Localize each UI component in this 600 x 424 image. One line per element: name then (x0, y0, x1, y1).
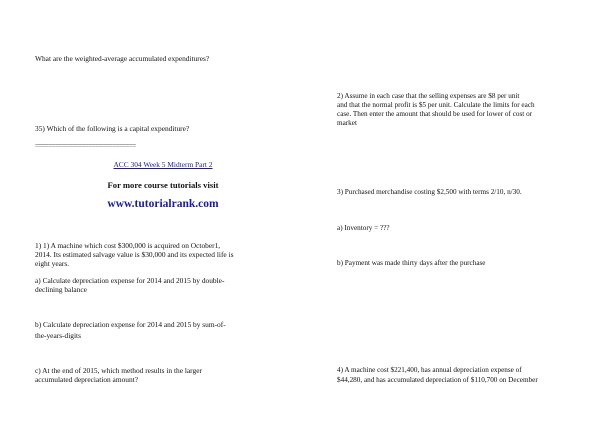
part-a-line-2: declining balance (35, 285, 87, 294)
problem-3: 3) Purchased merchandise costing $2,500 with terms 2/10, n/30. (337, 188, 522, 196)
problem-4-line-1: 4) A machine cost $221,400, has annual depreciation expense of (337, 366, 522, 374)
part-a-line-1: a) Calculate depreciation expense for 2014 and 2015 by double- (35, 276, 225, 285)
site-url-link[interactable]: www.tutorialrank.com (107, 198, 219, 210)
part-c-line-2: accumulated depreciation amount? (35, 375, 139, 384)
problem-1-line-2: 2014. Its estimated salvage value is $30,000 and its expected life is (35, 250, 234, 259)
part-b-line-2: the-years-digits (35, 331, 81, 340)
question-weighted-average: What are the weighted-average accumulated expenditures? (35, 54, 210, 63)
part-b-payment: b) Payment was made thirty days after the purchase (337, 259, 486, 267)
problem-2-line-1: 2) Assume in each case that the selling expenses are $8 per unit (337, 92, 520, 100)
problem-4-line-2: $44,280, and has accumulated depreciation of $110,700 on December (337, 376, 538, 384)
visit-text: For more course tutorials visit (107, 180, 219, 190)
problem-2-line-2: and that the normal profit is $5 per unit. Calculate the limits for each (337, 101, 535, 109)
part-c-line-1: c) At the end of 2015, which method results in the larger (35, 366, 202, 375)
problem-1-line-1: 1) 1) A machine which cost $300,000 is acquired on October1, (35, 241, 221, 250)
course-link-title[interactable]: ACC 304 Week 5 Midterm Part 2 (113, 160, 213, 169)
separator-line: ============================== (35, 142, 136, 150)
problem-1-line-3: eight years. (35, 259, 70, 268)
problem-2-line-4: market (337, 119, 357, 127)
problem-2-line-3: case. Then enter the amount that should be used for lower of cost or (337, 110, 533, 118)
part-a-inventory: a) Inventory = ??? (337, 224, 390, 232)
question-35: 35) Which of the following is a capital expenditure? (35, 124, 190, 133)
part-b-line-1: b) Calculate depreciation expense for 2014 and 2015 by sum-of- (35, 320, 226, 329)
